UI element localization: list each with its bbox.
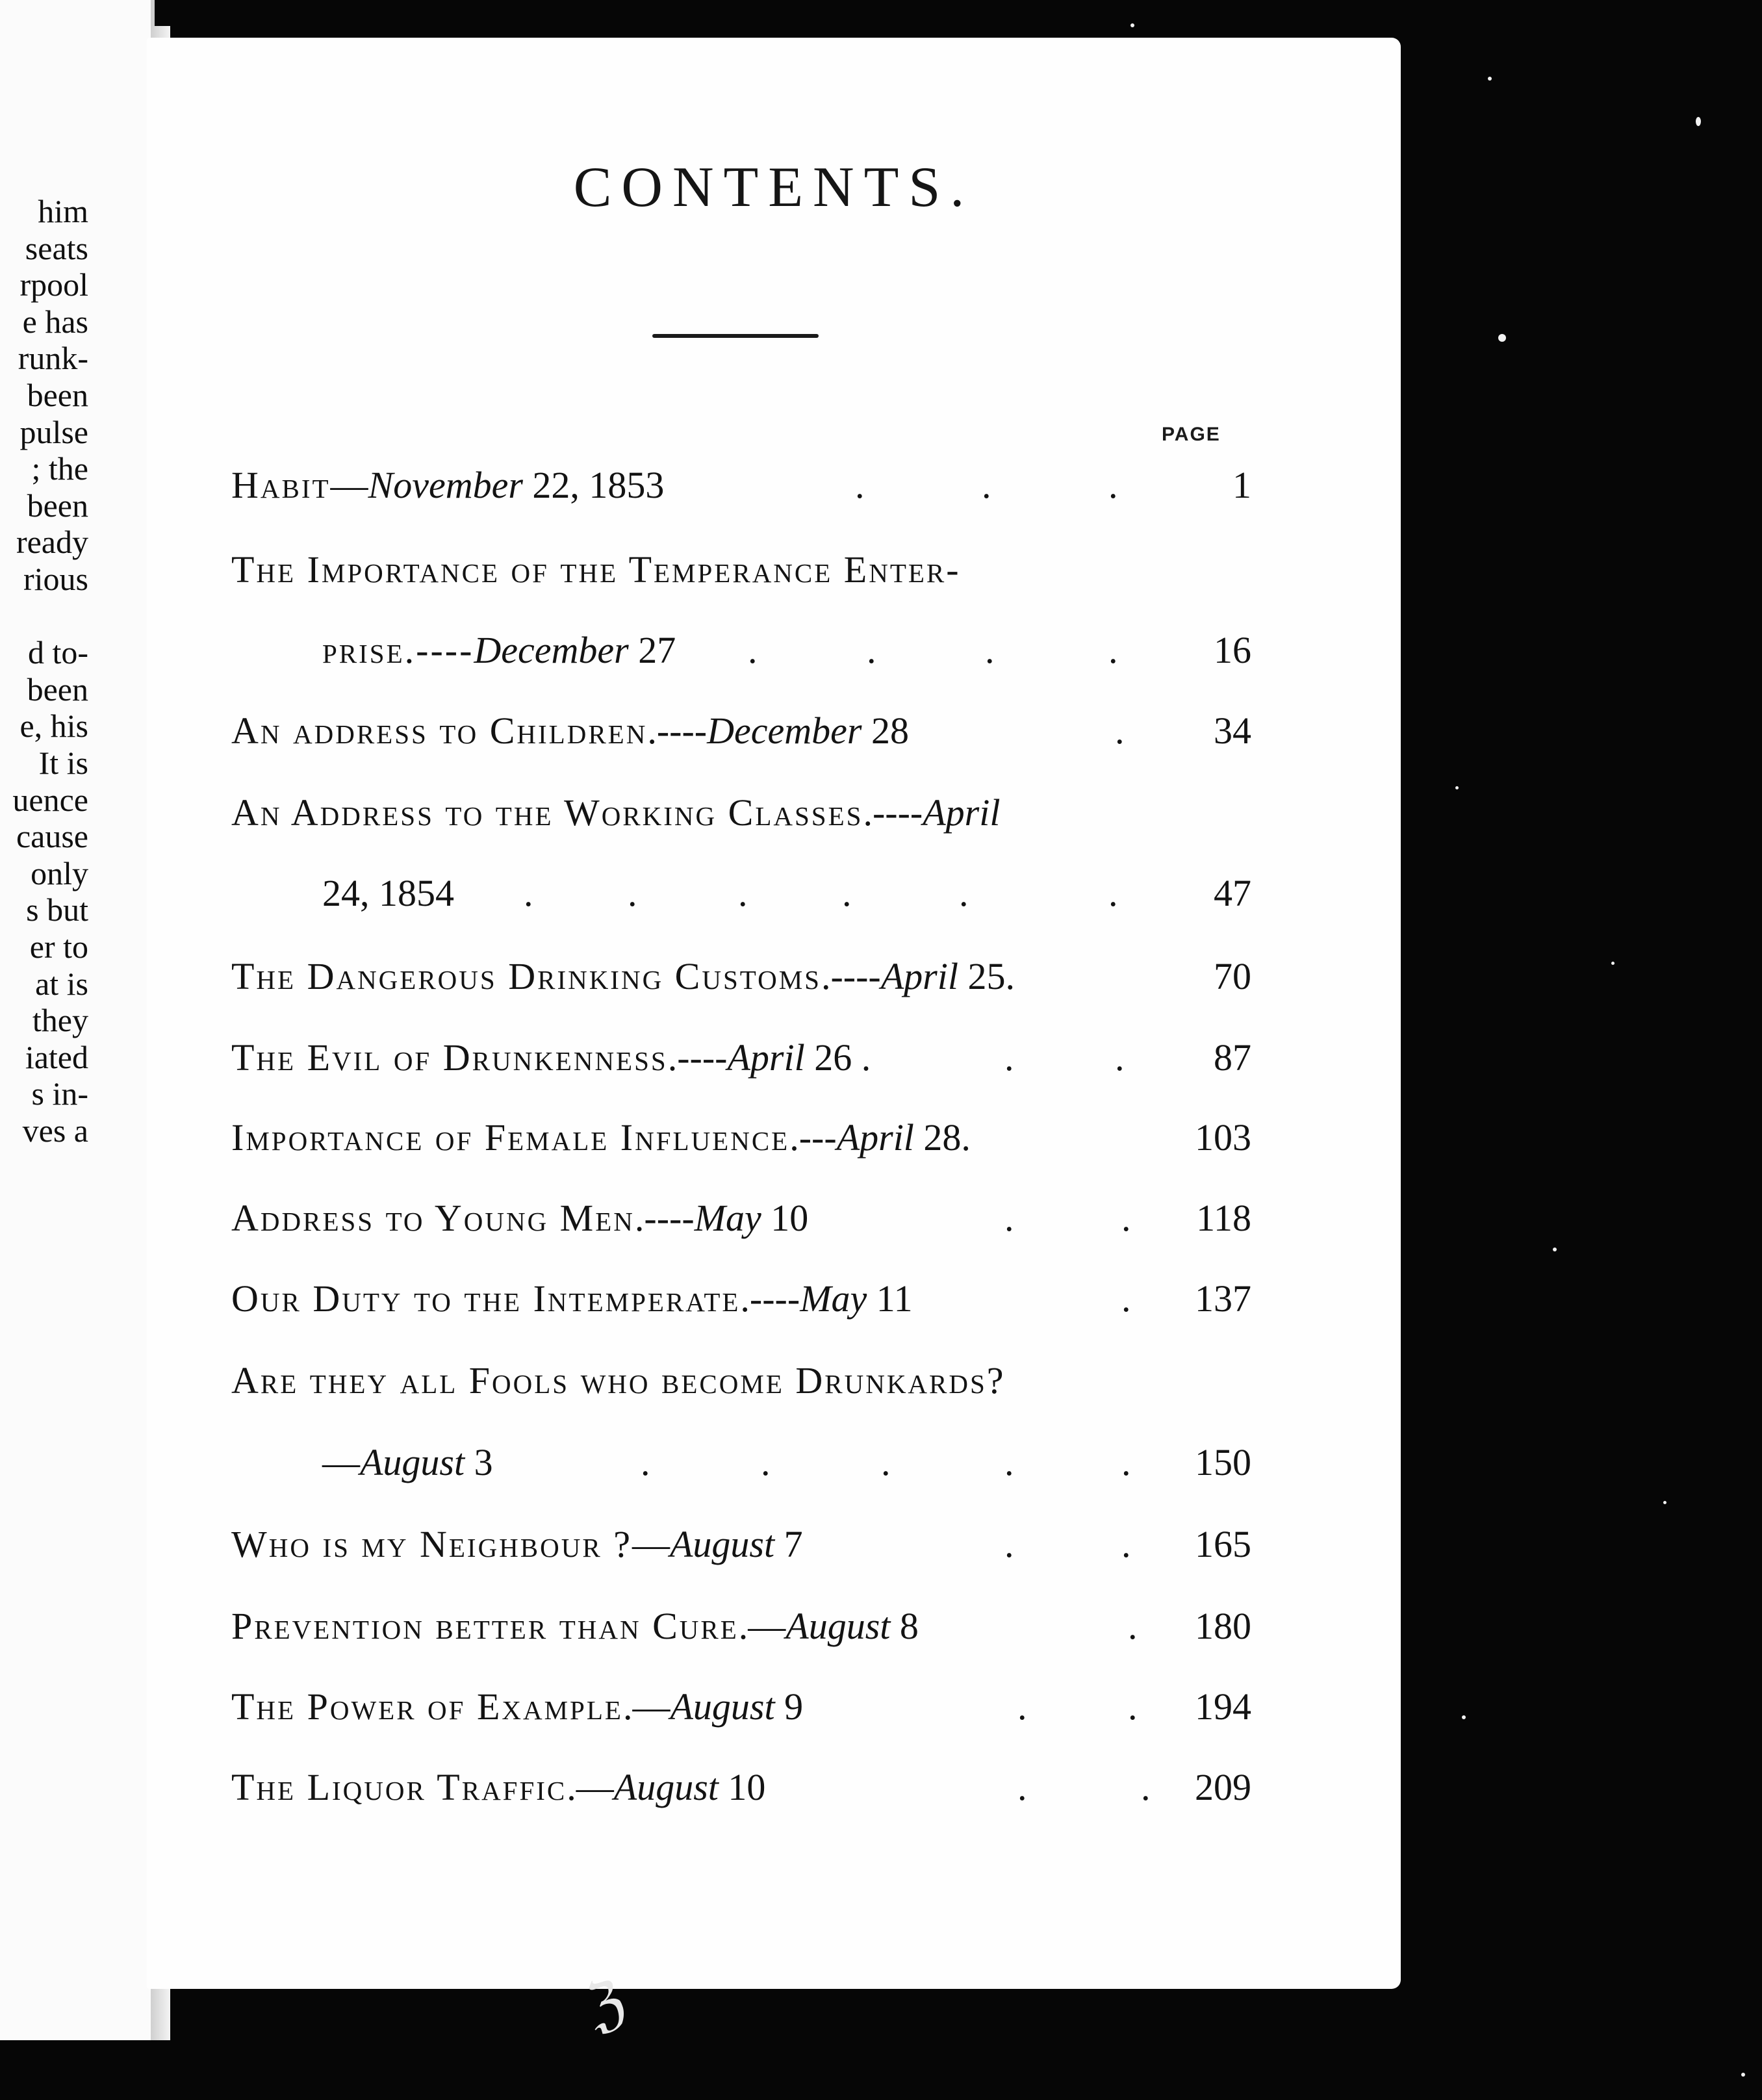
leader-dot: . bbox=[1004, 1036, 1014, 1079]
toc-entry-title: Address to Young Men bbox=[231, 1197, 635, 1239]
toc-entry-date: August bbox=[785, 1605, 891, 1647]
toc-entry-title: Habit bbox=[231, 464, 331, 506]
toc-entry-date: August bbox=[613, 1766, 719, 1808]
toc-entry[interactable] bbox=[231, 1358, 1006, 1403]
page-column-label: PAGE bbox=[1162, 424, 1221, 445]
leader-dot: . bbox=[1121, 1197, 1131, 1239]
left-page-line: been bbox=[27, 377, 88, 413]
leader-dot: . bbox=[738, 872, 748, 914]
leader-dot: . bbox=[1121, 1441, 1131, 1483]
stray-mark: ℨ bbox=[580, 1966, 633, 2042]
toc-entry-title: Who is my Neighbour ? bbox=[231, 1523, 632, 1565]
toc-entry-date-rest: 22, 1853 bbox=[522, 464, 665, 506]
leader-dot: . bbox=[867, 629, 876, 671]
toc-entry[interactable] bbox=[231, 790, 1000, 836]
toc-entry-title: The Evil of Drunkenness bbox=[231, 1036, 668, 1079]
toc-entry-title: Prevention better than Cure bbox=[231, 1605, 739, 1647]
toc-entry-separator: .— bbox=[738, 1605, 786, 1647]
toc-entry-date: May bbox=[800, 1277, 867, 1320]
toc-entry-date-rest: 9 bbox=[774, 1685, 804, 1728]
speck bbox=[1741, 2073, 1745, 2077]
speck bbox=[1455, 786, 1459, 789]
toc-entry-date: August bbox=[670, 1685, 775, 1728]
left-page-line: cause bbox=[16, 818, 88, 855]
toc-entry-date: August bbox=[360, 1441, 465, 1483]
left-page-line: ready bbox=[16, 524, 88, 561]
leader-dot: . bbox=[524, 872, 533, 914]
toc-entry-separator: — bbox=[632, 1523, 670, 1565]
toc-entry-date: May bbox=[694, 1197, 761, 1239]
toc-page-number[interactable]: 34 bbox=[1214, 710, 1251, 752]
left-page-line: pulse bbox=[19, 413, 88, 450]
toc-entry[interactable] bbox=[231, 1035, 871, 1081]
left-page-line: uence bbox=[12, 781, 88, 818]
leader-dot: . bbox=[881, 1441, 891, 1483]
leader-dot: . bbox=[641, 1441, 650, 1483]
toc-page-number[interactable]: 150 bbox=[1195, 1441, 1251, 1483]
leader-dot: . bbox=[748, 629, 758, 671]
speck bbox=[1130, 23, 1134, 27]
leader-dot: . bbox=[1128, 1605, 1138, 1647]
toc-entry-separator: .---- bbox=[740, 1277, 800, 1320]
toc-page-number[interactable]: 103 bbox=[1195, 1116, 1251, 1159]
toc-entry-title: The Power of Example bbox=[231, 1685, 623, 1728]
left-page-line: e has bbox=[22, 303, 88, 340]
toc-entry-date: November bbox=[368, 464, 523, 506]
toc-page-number[interactable]: 1 bbox=[1232, 464, 1251, 506]
speck bbox=[1696, 117, 1701, 126]
title-rule bbox=[652, 334, 819, 338]
toc-page-number[interactable]: 137 bbox=[1195, 1277, 1251, 1320]
speck bbox=[1462, 1715, 1466, 1719]
toc-entry-continuation-text: — bbox=[322, 1441, 360, 1483]
toc-entry-title: Are they all Fools who become Drunkards? bbox=[231, 1359, 1006, 1402]
toc-page-number[interactable]: 118 bbox=[1196, 1197, 1251, 1239]
toc-entry-date-rest: 8 bbox=[890, 1605, 919, 1647]
toc-entry[interactable] bbox=[231, 708, 909, 754]
toc-entry-title: Importance of Female Influence bbox=[231, 1116, 790, 1159]
left-page-line: d to- bbox=[27, 634, 88, 671]
toc-entry-separator: .— bbox=[567, 1766, 614, 1808]
leader-dot: . bbox=[959, 872, 969, 914]
toc-entry[interactable] bbox=[231, 1604, 919, 1649]
leader-dot: . bbox=[1017, 1766, 1027, 1808]
contents-page bbox=[147, 38, 1401, 1989]
leader-dot: . bbox=[1108, 872, 1118, 914]
left-page-line: ves a bbox=[22, 1112, 88, 1149]
page-title: CONTENTS. bbox=[573, 156, 975, 219]
left-page-line: rious bbox=[23, 561, 88, 597]
toc-entry-title: The Liquor Traffic bbox=[231, 1766, 567, 1808]
speck bbox=[1611, 962, 1615, 965]
toc-entry-date-rest: 10 bbox=[718, 1766, 766, 1808]
leader-dot: . bbox=[1121, 1277, 1131, 1320]
toc-entry[interactable] bbox=[231, 463, 664, 508]
toc-entry[interactable] bbox=[231, 547, 961, 593]
toc-entry-title: An Address to the Working Classes bbox=[231, 791, 863, 834]
toc-entry-date-rest: 10 bbox=[761, 1197, 809, 1239]
toc-entry-date: April bbox=[727, 1036, 805, 1079]
toc-entry-date: December bbox=[707, 710, 862, 752]
left-page-line: only bbox=[31, 854, 88, 891]
left-page-line: ; the bbox=[31, 450, 88, 487]
left-page-line: him bbox=[38, 193, 88, 229]
left-page-line: runk- bbox=[18, 340, 88, 377]
left-page-line: at is bbox=[35, 965, 88, 1002]
leader-dot: . bbox=[842, 872, 852, 914]
toc-page-number[interactable]: 194 bbox=[1195, 1685, 1251, 1728]
toc-entry-separator: .---- bbox=[647, 710, 708, 752]
toc-entry[interactable] bbox=[231, 954, 1015, 999]
left-page-line: seats bbox=[25, 229, 88, 266]
speck bbox=[1663, 1501, 1666, 1504]
leader-dot: . bbox=[1108, 629, 1118, 671]
toc-entry-date-rest: 7 bbox=[774, 1523, 803, 1565]
leader-dot: . bbox=[761, 1441, 771, 1483]
leader-dot: . bbox=[1004, 1523, 1014, 1565]
toc-entry-date: April bbox=[880, 955, 958, 997]
toc-page-number[interactable]: 165 bbox=[1195, 1523, 1251, 1565]
leader-dot: . bbox=[1115, 710, 1125, 752]
left-page-line: s but bbox=[26, 891, 88, 928]
toc-entry-separator: — bbox=[330, 464, 368, 506]
toc-entry[interactable] bbox=[231, 1115, 971, 1160]
left-page-line: s in- bbox=[31, 1075, 88, 1112]
toc-entry[interactable] bbox=[231, 1276, 913, 1322]
speck bbox=[1553, 1248, 1557, 1251]
toc-entry-continuation-text: prise.---- bbox=[322, 629, 474, 671]
leader-dot: . bbox=[1004, 1197, 1014, 1239]
toc-entry-title: The Dangerous Drinking Customs bbox=[231, 955, 821, 997]
toc-page-number[interactable]: 16 bbox=[1214, 629, 1251, 671]
toc-entry-continuation[interactable] bbox=[322, 628, 676, 673]
leader-dot: . bbox=[1017, 1685, 1027, 1728]
left-page-line: iated bbox=[25, 1038, 88, 1075]
toc-entry-date: April bbox=[836, 1116, 914, 1159]
speck bbox=[1488, 77, 1492, 81]
toc-entry-separator: .---- bbox=[667, 1036, 728, 1079]
leader-dot: . bbox=[1128, 1685, 1138, 1728]
leader-dot: . bbox=[982, 464, 991, 506]
toc-entry-date: August bbox=[669, 1523, 775, 1565]
toc-entry-date-rest: 28. bbox=[913, 1116, 971, 1159]
toc-entry-separator: .---- bbox=[863, 791, 923, 834]
toc-entry-separator: .---- bbox=[821, 955, 881, 997]
toc-page-number[interactable]: 70 bbox=[1214, 955, 1251, 997]
toc-page-number[interactable]: 87 bbox=[1214, 1036, 1251, 1079]
leader-dot: . bbox=[985, 629, 995, 671]
left-page-line: been bbox=[27, 487, 88, 524]
leader-dot: . bbox=[855, 464, 865, 506]
left-page-line: It is bbox=[38, 745, 88, 781]
left-page-line: they bbox=[32, 1002, 88, 1039]
leader-dot: . bbox=[628, 872, 637, 914]
toc-entry-separator: .---- bbox=[634, 1197, 695, 1239]
left-facing-page bbox=[0, 0, 155, 2040]
left-page-line: been bbox=[27, 671, 88, 708]
toc-entry-continuation[interactable] bbox=[322, 871, 454, 916]
toc-entry-continuation[interactable] bbox=[322, 1440, 493, 1485]
toc-page-number[interactable]: 47 bbox=[1214, 872, 1251, 914]
toc-page-number[interactable]: 209 bbox=[1195, 1766, 1251, 1808]
left-page-line: rpool bbox=[19, 266, 88, 303]
toc-entry[interactable] bbox=[231, 1196, 808, 1241]
left-page-line: er to bbox=[29, 928, 88, 965]
leader-dot: . bbox=[1121, 1523, 1131, 1565]
toc-entry-title: The Importance of the Temperance Enter- bbox=[231, 548, 961, 591]
toc-entry[interactable] bbox=[231, 1522, 803, 1567]
leader-dot: . bbox=[1108, 464, 1118, 506]
toc-entry-date-rest: 28 bbox=[862, 710, 909, 752]
left-page-line: e, his bbox=[19, 708, 88, 745]
toc-entry-date-rest: 27 bbox=[628, 629, 676, 671]
toc-entry[interactable] bbox=[231, 1765, 765, 1810]
speck bbox=[1498, 334, 1506, 342]
leader-dot: . bbox=[1004, 1441, 1014, 1483]
toc-entry-date-rest: 11 bbox=[867, 1277, 913, 1320]
toc-entry[interactable] bbox=[231, 1684, 803, 1730]
toc-page-number[interactable]: 180 bbox=[1195, 1605, 1251, 1647]
toc-entry-separator: .— bbox=[622, 1685, 670, 1728]
toc-entry-date: April bbox=[923, 791, 1001, 834]
toc-entry-date: December bbox=[474, 629, 629, 671]
toc-entry-date-rest: 26 . bbox=[804, 1036, 871, 1079]
toc-entry-title: Our Duty to the Intemperate bbox=[231, 1277, 741, 1320]
toc-entry-continuation-text: 24, 1854 bbox=[322, 872, 454, 914]
leader-dot: . bbox=[1141, 1766, 1151, 1808]
toc-entry-separator: .--- bbox=[789, 1116, 837, 1159]
toc-entry-date-rest: 3 bbox=[465, 1441, 493, 1483]
leader-dot: . bbox=[1115, 1036, 1125, 1079]
toc-entry-date-rest: 25. bbox=[958, 955, 1015, 997]
toc-entry-title: An address to Children bbox=[231, 710, 648, 752]
